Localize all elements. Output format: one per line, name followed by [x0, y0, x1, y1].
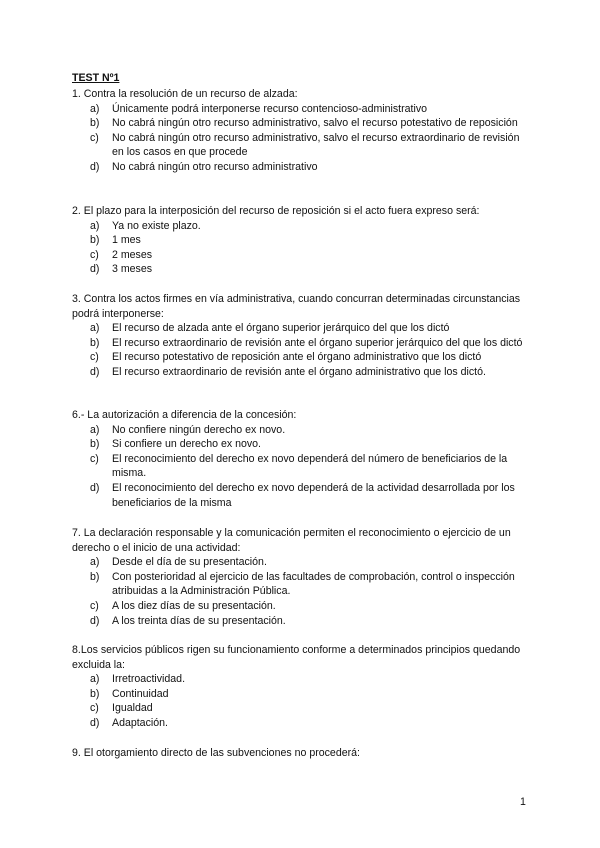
- option-a: a) Desde el día de su presentación.: [90, 556, 267, 569]
- option-a: a) Ya no existe plazo.: [90, 219, 201, 232]
- option-b: b) No cabrá ningún otro recurso administrativo, salvo el recurso potestativo de reposición: [90, 117, 518, 130]
- option-b: b) Continuidad: [90, 687, 169, 700]
- option-d: d) El reconocimiento del derecho ex novo dependerá de la actividad desarrollada por los beneficiarios de la misma: [90, 481, 515, 509]
- option-d: d) El recurso extraordinario de revisión ante el órgano administrativo que los dictó.: [90, 365, 486, 378]
- option-b: b) Si confiere un derecho ex novo.: [90, 438, 261, 451]
- option-d: d) No cabrá ningún otro recurso administrativo: [90, 160, 318, 173]
- test-title: TEST Nº1: [72, 72, 120, 84]
- question-9: [72, 746, 530, 761]
- question-text: 3. Contra los actos firmes en vía administrativa, cuando concurran determinadas circunstancias podrá interponerse:: [72, 293, 521, 320]
- question-2: [72, 204, 530, 277]
- option-c: c) El recurso potestativo de reposición ante el órgano administrativo que los dictó: [90, 351, 482, 364]
- question-text: 6.- La autorización a diferencia de la concesión:: [72, 409, 297, 421]
- option-c: c) 2 meses: [90, 248, 153, 261]
- question-text: 1. Contra la resolución de un recurso de alzada:: [72, 88, 298, 100]
- option-b: b) Con posterioridad al ejercicio de las facultades de comprobación, control o inspección atribuidas a la Administración Pública.: [90, 570, 515, 598]
- page-number: 1: [520, 796, 526, 808]
- question-1: [72, 87, 530, 175]
- option-c: c) Igualdad: [90, 702, 153, 715]
- option-c: c) El reconocimiento del derecho ex novo dependerá del número de beneficiarios de la misma.: [90, 452, 508, 480]
- option-a: a) Únicamente podrá interponerse recurso contencioso-administrativo: [90, 102, 428, 115]
- question-3: [72, 292, 530, 380]
- option-d: d) Adaptación.: [90, 716, 168, 729]
- question-text: 7. La declaración responsable y la comunicación permiten el reconocimiento o ejercicio de un derecho o el inicio de una actividad:: [72, 527, 511, 554]
- option-c: c) A los diez días de su presentación.: [90, 599, 276, 612]
- question-7: [72, 526, 530, 628]
- question-6: [72, 408, 530, 510]
- question-text: 8.Los servicios públicos rigen su funcionamiento conforme a determinados principios quedando excluida la:: [72, 644, 521, 671]
- question-text: 2. El plazo para la interposición del recurso de reposición si el acto fuera expreso será:: [72, 205, 480, 217]
- option-d: d) A los treinta días de su presentación.: [90, 614, 286, 627]
- option-a: a) No confiere ningún derecho ex novo.: [90, 423, 286, 436]
- option-b: b) 1 mes: [90, 234, 141, 247]
- option-a: a) El recurso de alzada ante el órgano superior jerárquico del que los dictó: [90, 322, 450, 335]
- question-text: 9. El otorgamiento directo de las subvenciones no procederá:: [72, 747, 360, 759]
- option-b: b) El recurso extraordinario de revisión ante el órgano superior jerárquico del que los dictó: [90, 336, 523, 349]
- option-a: a) Irretroactividad.: [90, 673, 186, 686]
- question-8: [72, 643, 530, 731]
- option-d: d) 3 meses: [90, 263, 153, 276]
- option-c: c) No cabrá ningún otro recurso administrativo, salvo el recurso extraordinario de revisión en los casos en que procede: [90, 131, 520, 159]
